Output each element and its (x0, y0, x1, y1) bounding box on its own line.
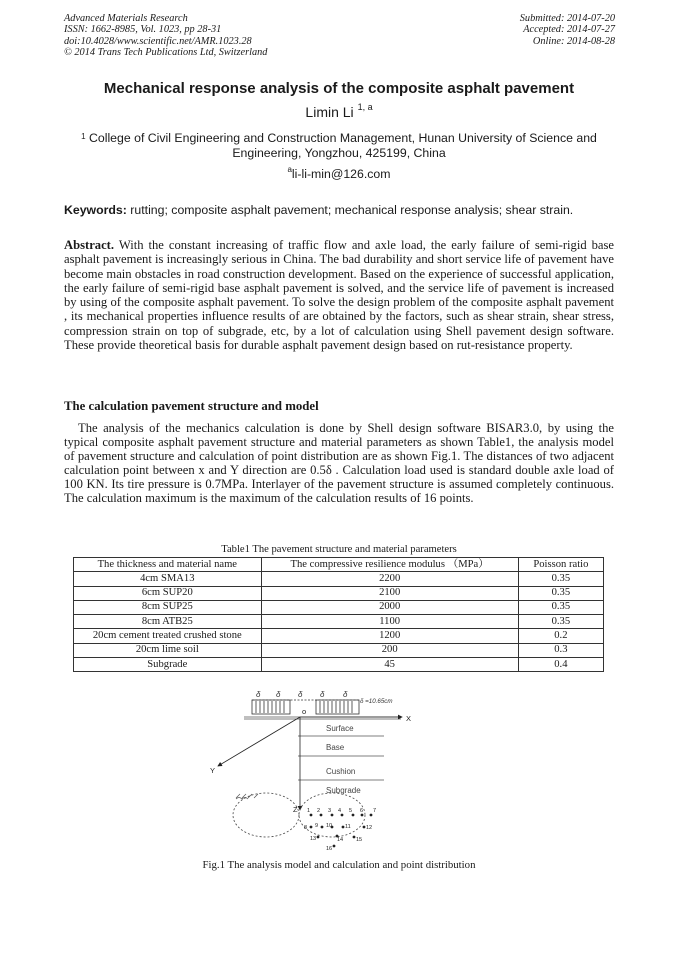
table-cell: 0.35 (518, 586, 603, 600)
parameters-table (73, 557, 604, 672)
table-cell: 0.35 (518, 572, 603, 586)
delta-value: δ =10.65cm (360, 698, 393, 705)
table-cell: 0.35 (518, 600, 603, 614)
table-row (74, 600, 604, 614)
calculation-point (352, 814, 355, 817)
table-row (74, 586, 604, 600)
author-name: Limin Li (305, 104, 354, 120)
calculation-point (370, 814, 373, 817)
date-accepted: Accepted: 2014-07-27 (523, 24, 615, 36)
calculation-point (361, 814, 364, 817)
table-row (74, 572, 604, 586)
table-cell: 20cm cement treated crushed stone (74, 629, 262, 643)
point-label: 5 (349, 808, 353, 814)
section-heading: The calculation pavement structure and model (64, 399, 319, 413)
table-header-cell: The thickness and material name (74, 558, 262, 572)
layer-label: Subgrade (326, 786, 361, 795)
affiliation-superscript: 1 (81, 132, 86, 141)
abstract-text: With the constant increasing of traffic flow and axle load, the early failure of semi-rigid base asphalt pavement is increasingly serious in China. The bad durability and short service life of pavement have become main obstacles in road construction development. Based on the experience of successful application, the early failure of semi-rigid base asphalt pavement is solved, and the service life of pavement is increased by using of the composite asphalt pavement. To solve the design problem of the composite asphalt pavement , its mechanical properties influence results of are obtained by the factors, such as shear strain, shear stress, compression strain on top of subgrade, etc, by a lot of calculation using Shell pavement design software. These provide theoretical basis for durable asphalt pavement design based on rut-resistance property. (64, 238, 615, 353)
delta-label: δ (298, 690, 303, 699)
calculation-point (317, 836, 320, 839)
calculation-point (320, 814, 323, 817)
journal-copyright: © 2014 Trans Tech Publications Ltd, Switzerland (64, 47, 268, 59)
point-label: 2 (317, 808, 321, 814)
delta-label: δ (276, 690, 281, 699)
pavement-layers (244, 717, 401, 780)
table-cell: 0.3 (518, 643, 603, 657)
table-cell: 2000 (261, 600, 518, 614)
table-cell: 8cm ATB25 (74, 615, 262, 629)
paper-title: Mechanical response analysis of the composite asphalt pavement (103, 80, 575, 97)
calculation-point (341, 814, 344, 817)
journal-header-left (64, 13, 267, 59)
table-cell: 2200 (261, 572, 518, 586)
table-cell: 0.2 (518, 629, 603, 643)
affiliation (64, 131, 614, 161)
point-label: 16 (326, 846, 333, 852)
layer-label: Base (326, 743, 345, 752)
calculation-point (333, 845, 336, 848)
table-row (74, 643, 604, 657)
abstract (64, 238, 614, 352)
keywords-text: rutting; composite asphalt pavement; mechanical response analysis; shear strain. (130, 203, 574, 217)
calculation-point (353, 836, 356, 839)
table-cell: 200 (261, 643, 518, 657)
point-label: 14 (337, 837, 344, 843)
soil-hatching (236, 794, 258, 799)
affiliation-text: College of Civil Engineering and Construction Management, Hunan University of Science and Engineering, Yongzhou, 425199, China (89, 131, 597, 160)
point-label: 15 (356, 837, 363, 843)
keywords-label: Keywords: (64, 203, 127, 217)
point-label: 4 (338, 808, 342, 814)
table-row (74, 629, 604, 643)
x-axis-label: X (406, 714, 412, 723)
table-header-cell: Poisson ratio (518, 558, 603, 572)
table-cell: 0.35 (518, 615, 603, 629)
calculation-point (321, 826, 324, 829)
email-address[interactable]: li-li-min@126.com (291, 167, 391, 181)
point-label: 12 (366, 825, 373, 831)
table-cell: 1100 (261, 615, 518, 629)
table-cell: 8cm SUP25 (74, 600, 262, 614)
table-row (74, 615, 604, 629)
author-superscript: 1, a (357, 102, 373, 112)
analysis-model-figure (196, 686, 428, 852)
y-axis-label: Y (210, 766, 216, 775)
table-cell: 2100 (261, 586, 518, 600)
calculation-point (363, 826, 366, 829)
layer-label: Surface (326, 724, 354, 733)
point-label: 6 (360, 808, 364, 814)
abstract-label: Abstract. (64, 238, 115, 252)
journal-issn: ISSN: 1662-8985, Vol. 1023, pp 28-31 (64, 24, 222, 36)
calculation-point (342, 826, 345, 829)
journal-header-right (520, 13, 615, 47)
layer-label: Cushion (326, 767, 356, 776)
wheel-contact-circles (233, 793, 365, 837)
point-label: 11 (345, 824, 351, 830)
calculation-point (310, 826, 313, 829)
z-axis-label: Z (293, 805, 298, 814)
date-online: Online: 2014-08-28 (532, 35, 615, 47)
table-cell: 45 (261, 658, 518, 672)
email-superscript: a (287, 165, 292, 174)
table-cell: 20cm lime soil (74, 643, 262, 657)
table-header-cell: The compressive resilience modulus （MPa） (261, 558, 518, 572)
point-label: 13 (310, 836, 317, 842)
delta-label: δ (256, 690, 261, 699)
journal-name: Advanced Materials Research (64, 13, 188, 24)
section-paragraph: The analysis of the mechanics calculation is done by Shell design software BISAR3.0, by using the typical composite asphalt pavement structure and material parameters as shown Table1, the analysis model of pavement structure and calculation of point distribution are as shown Fig.1. The distances of two adjacent calculation point between x and Y direction are 0.5δ . Calculation load used is standard double axle load of 100 KN. Its tire pressure is 0.7MPa. Interlayer of the pavement structure is assumed completely continuous. The calculation maximum is the maximum of the calculation results of 16 points. (64, 421, 614, 506)
table-cell: 1200 (261, 629, 518, 643)
point-label: 7 (373, 808, 377, 814)
keywords (64, 203, 614, 217)
table-caption: Table1 The pavement structure and material parameters (221, 544, 457, 555)
delta-label: δ (343, 690, 348, 699)
point-label: 3 (328, 808, 332, 814)
journal-doi: doi:10.4028/www.scientific.net/AMR.1023.28 (64, 35, 252, 47)
table-cell: 4cm SMA13 (74, 572, 262, 586)
date-submitted: Submitted: 2014-07-20 (519, 13, 615, 24)
point-label: 9 (315, 823, 319, 829)
table-cell: 6cm SUP20 (74, 586, 262, 600)
point-label: 1 (307, 808, 311, 814)
point-label: 10 (326, 823, 333, 829)
calculation-point (331, 814, 334, 817)
table-cell: Subgrade (74, 658, 262, 672)
email-line (0, 167, 678, 181)
table-header-row (74, 558, 604, 572)
delta-label: δ (320, 690, 325, 699)
point-label: 8 (304, 825, 308, 831)
figure-caption: Fig.1 The analysis model and calculation and point distribution (202, 859, 476, 871)
coordinate-axes (218, 717, 402, 810)
author-line (0, 104, 678, 120)
layer-labels (326, 724, 361, 795)
calculation-point (310, 814, 313, 817)
table-row (74, 658, 604, 672)
origin-label: o (302, 707, 307, 716)
table-cell: 0.4 (518, 658, 603, 672)
